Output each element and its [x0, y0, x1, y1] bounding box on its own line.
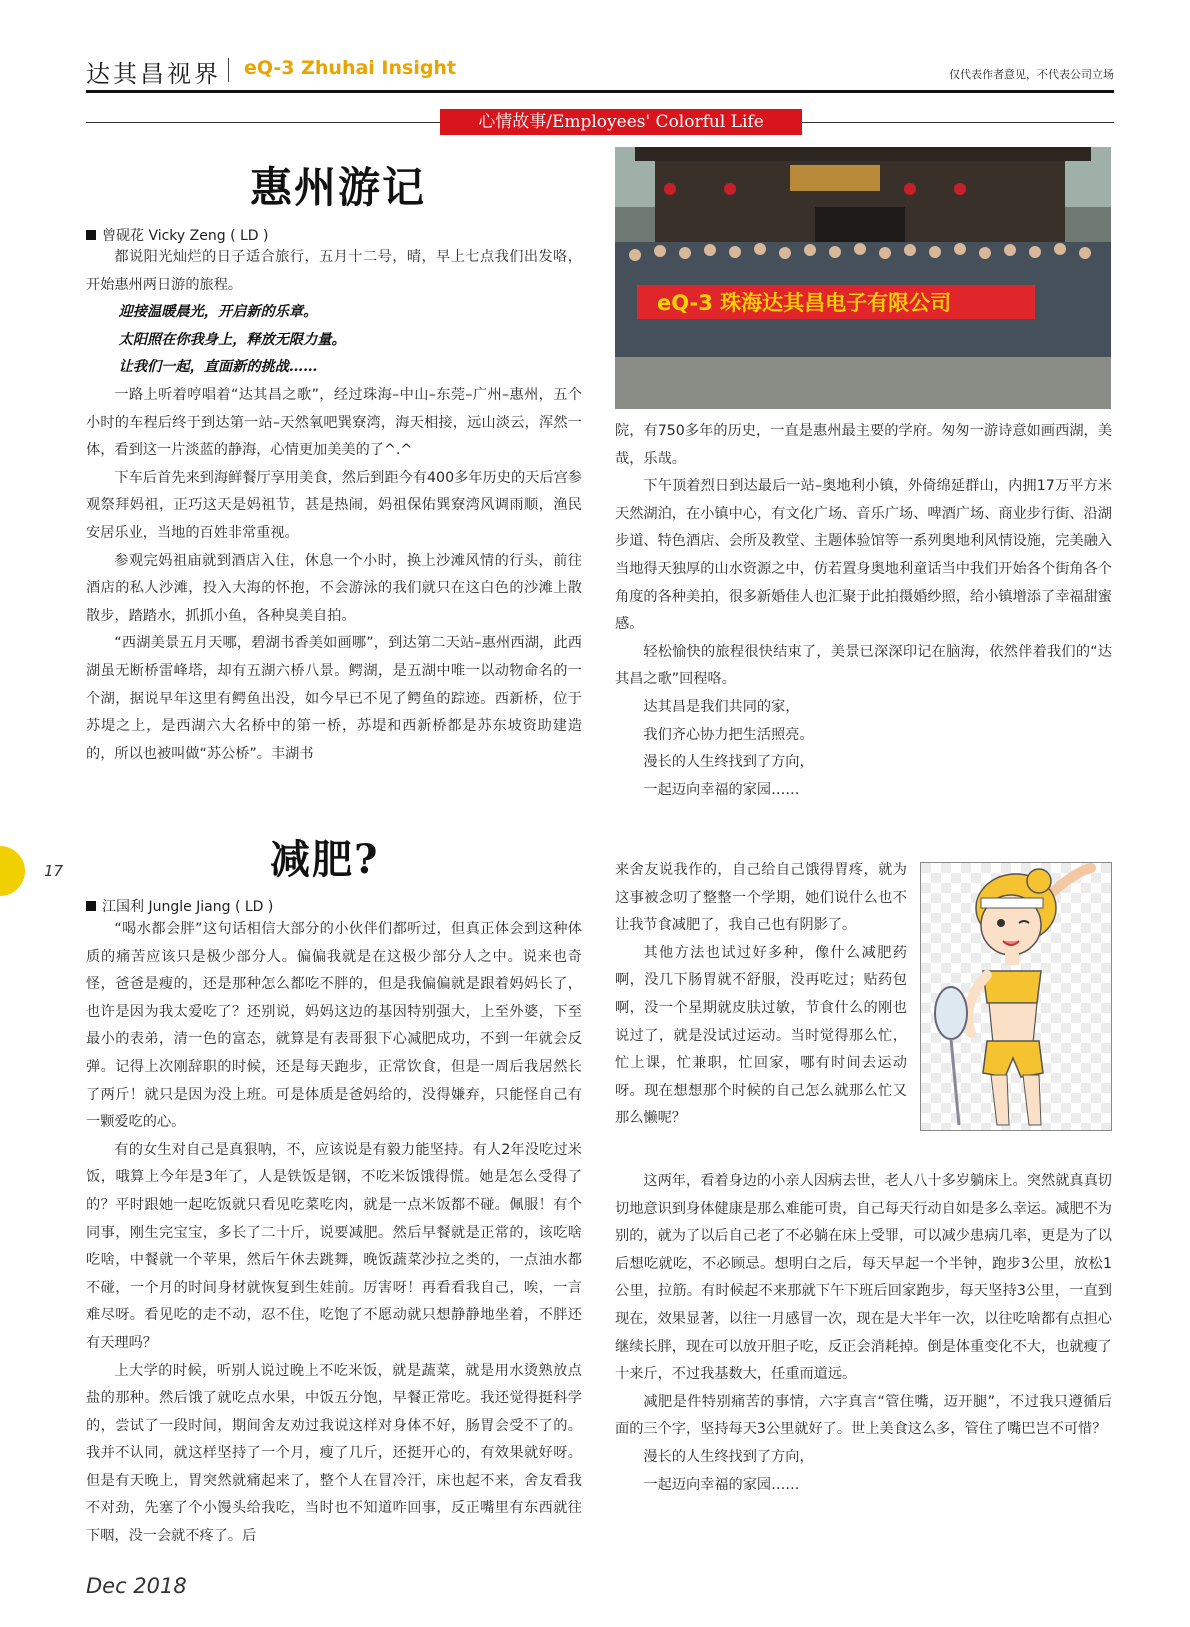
article1-byline [86, 225, 268, 245]
article2-title: 减肥? [270, 836, 380, 883]
poem-line: 让我们一起，直面新的挑战…… [118, 359, 318, 376]
paragraph: 一路上听着哼唱着“达其昌之歌”，经过珠海–中山–东莞–广州–惠州，五个小时的车程后终于到达第一站–天然氧吧巽寮湾，海天相接，远山淡云，浑然一体，看到这一片淡蓝的静海，心情更加美美的了^.^ [86, 386, 582, 459]
paragraph: 轻松愉快的旅程很快结束了，美景已深深印记在脑海，依然伴着我们的“达其昌之歌”回程咯。 [615, 643, 1112, 688]
article1-title: 惠州游记 [250, 163, 427, 212]
closing-line: 一起迈向幸福的家园…… [643, 1476, 800, 1493]
article2-right-bottom-column [615, 1168, 1112, 1499]
paragraph: 都说阳光灿烂的日子适合旅行，五月十二号，晴，早上七点我们出发咯，开始惠州两日游的旅程。 [86, 249, 582, 293]
section-tag: 心情故事/Employees' Colorful Life [440, 109, 802, 135]
fitness-girl-illustration [920, 862, 1112, 1131]
paragraph: 减肥是件特别痛苦的事情，六字真言“管住嘴，迈开腿”，不过我只遵循后面的三个字，坚持每天3公里就好了。世上美食这么多，管住了嘴巴岂不可惜？ [615, 1393, 1112, 1438]
cartoon-image [921, 863, 1111, 1130]
song-line: 漫长的人生终找到了方向， [643, 754, 814, 771]
poem-line: 迎接温暖晨光，开启新的乐章。 [118, 304, 318, 321]
poem-line: 太阳照在你我身上，释放无限力量。 [118, 331, 346, 348]
article1-left-column [86, 244, 582, 768]
song-line: 一起迈向幸福的家园…… [643, 781, 800, 798]
page-marker-dot [0, 846, 25, 896]
article2-right-top-column [615, 857, 907, 1133]
paragraph: 上大学的时候，听别人说过晚上不吃米饭，就是蔬菜，就是用水烫熟放点盐的那种。然后饿了就吃点水果，中饭五分饱，早餐正常吃。我还觉得挺科学的，尝试了一段时间，期间舍友劝过我说这样对身体不好，肠胃会受不了的。我并不认同，就这样坚持了一个月，瘦了几斤，还挺开心的，有效果就好呀。但是有天晚上，胃突然就痛起来了，整个人在冒冷汗，床也起不来，舍友看我不对劲，先塞了个小馒头给我吃，当时也不知道咋回事，反正嘴里有东西就往下咽，没一会就不疼了。后 [86, 1362, 582, 1545]
banner-text: eQ-3 珠海达其昌电子有限公司 [657, 291, 952, 315]
article2-left-column [86, 916, 582, 1551]
paragraph: “西湖美景五月天哪，碧湖书香美如画哪”，到达第二天站–惠州西湖，此西湖虽无断桥雷峰塔，却有五湖六桥八景。鳄湖，是五湖中唯一以动物命名的一个湖，据说早年这里有鳄鱼出没，如今早已不见了鳄鱼的踪迹。西新桥，位于苏堤之上，是西湖六大名桥中的第一桥，苏堤和西新桥都是苏东坡资助建造的，所以也被叫做“苏公桥”。丰湖书 [86, 635, 582, 762]
song-line: 我们齐心协力把生活照亮。 [643, 726, 814, 743]
article1-right-column [615, 418, 1112, 804]
paragraph: 有的女生对自己是真狠呐，不，应该说是有毅力能坚持。有人2年没吃过米饭，哦算上今年是3年了，人是铁饭是钢，不吃米饭饿得慌。她是怎么受得了的？平时跟她一起吃饭就只看见吃菜吃肉，就是一点米饭都不碰。佩服！有个同事，刚生完宝宝，多长了二十斤，说要减肥。然后早餐就是正常的，该吃啥吃啥，中餐就一个苹果，然后午休去跳舞，晚饭蔬菜沙拉之类的，一点油水都不碰，一个月的时间身材就恢复到生娃前。厉害呀！再看看我自己，唉，一言难尽呀。看见吃的走不动，忍不住，吃饱了不愿动就只想静静地坐着，不胖还有天理吗？ [86, 1141, 582, 1351]
group-photo [615, 147, 1111, 409]
issue-date: Dec 2018 [86, 1574, 187, 1598]
magazine-title: 达其昌视界 [86, 60, 221, 88]
song-line: 达其昌是我们共同的家， [643, 698, 800, 715]
paragraph: “喝水都会胖”这句话相信大部分的小伙伴们都听过，但真正体会到这种体质的痛苦应该只是极少部分人。偏偏我就是在这极少部分人之中。说来也奇怪，爸爸是瘦的，还是那种怎么都吃不胖的，但是我偏偏就是跟着妈妈长了，也许是因为我太爱吃了？还别说，妈妈这边的基因特别强大，上至外婆，下至最小的表弟，清一色的富态，就算是有表哥狠下心减肥成功，不到一年就会反弹。记得上次刚辞职的时候，还是每天跑步，正常饮食，但是一周后我居然长了两斤！就只是因为没上班。可是体质是爸妈给的，没得嫌弃，只能怪自己有一颗爱吃的心。 [86, 921, 582, 1131]
paragraph: 参观完妈祖庙就到酒店入住，休息一个小时，换上沙滩风情的行头，前往酒店的私人沙滩，投入大海的怀抱，不会游泳的我们就只在这白色的沙滩上散散步，踏踏水，抓抓小鱼，各种臭美自拍。 [86, 552, 582, 624]
page-number: 17 [44, 862, 64, 880]
paragraph: 下午顶着烈日到达最后一站–奥地利小镇，外倚绵延群山，内拥17万平方米天然湖泊，在小镇中心，有文化广场、音乐广场、啤酒广场、商业步行街、沿湖步道、特色酒店、会所及教堂、主题体验馆等一系列奥地利风情设施，完美融入当地得天独厚的山水资源之中，仿若置身奥地利童话当中我们开始各个街角各个角度的各种美拍，很多新婚佳人也汇聚于此拍摄婚纱照，给小镇增添了幸福甜蜜感。 [615, 478, 1112, 633]
group-photo-image [615, 147, 1111, 409]
title-divider [228, 58, 229, 82]
article1-author: 曾砚花 Vicky Zeng ( LD ) [102, 228, 269, 244]
closing-line: 漫长的人生终找到了方向， [643, 1448, 814, 1465]
article2-author: 江国利 Jungle Jiang ( LD ) [102, 899, 274, 915]
header-rule [86, 90, 1114, 93]
paragraph: 其他方法也试过好多种，像什么减肥药啊，没几下肠胃就不舒服，没再吃过；贴药包啊，没一个星期就皮肤过敏，节食什么的刚也说过了，就是没试过运动。当时觉得那么忙，忙上课，忙兼职，忙回家，哪有时间去运动呀。现在想想那个时候的自己怎么就那么忙又那么懒呢？ [615, 944, 907, 1127]
article2-byline [86, 896, 273, 916]
magazine-subtitle: eQ-3 Zhuhai Insight [244, 57, 457, 79]
paragraph: 来舍友说我作的，自己给自己饿得胃疼，就为这事被念叨了整整一个学期，她们说什么也不让我节食减肥了，我自己也有阴影了。 [615, 862, 907, 934]
paragraph: 下车后首先来到海鲜餐厅享用美食，然后到距今有400多年历史的天后宫参观祭拜妈祖，正巧这天是妈祖节，甚是热闹，妈祖保佑巽寮湾风调雨顺，渔民安居乐业，当地的百姓非常重视。 [86, 469, 582, 541]
paragraph: 院，有750多年的历史，一直是惠州最主要的学府。匆匆一游诗意如画西湖，美哉，乐哉。 [615, 423, 1112, 467]
disclaimer: 仅代表作者意见，不代表公司立场 [949, 68, 1114, 81]
paragraph: 这两年，看着身边的小亲人因病去世，老人八十多岁躺床上。突然就真真切切地意识到身体健康是那么难能可贵，自己每天行动自如是多么幸运。减肥不为别的，就为了以后自己老了不必躺在床上受罪，可以减少患病几率，更是为了以后想吃就吃，不必顾忌。想明白之后，每天早起一个半钟，跑步3公里，放松1公里，拉筋。有时候起不来那就下午下班后回家跑步，每天坚持3公里，一直到现在，效果显著，以往一月感冒一次，现在是大半年一次，以往吃啥都有点担心继续长胖，现在可以放开胆子吃，反正会消耗掉。倒是体重变化不大，也就瘦了十来斤，不过我基数大，任重而道远。 [615, 1173, 1112, 1383]
